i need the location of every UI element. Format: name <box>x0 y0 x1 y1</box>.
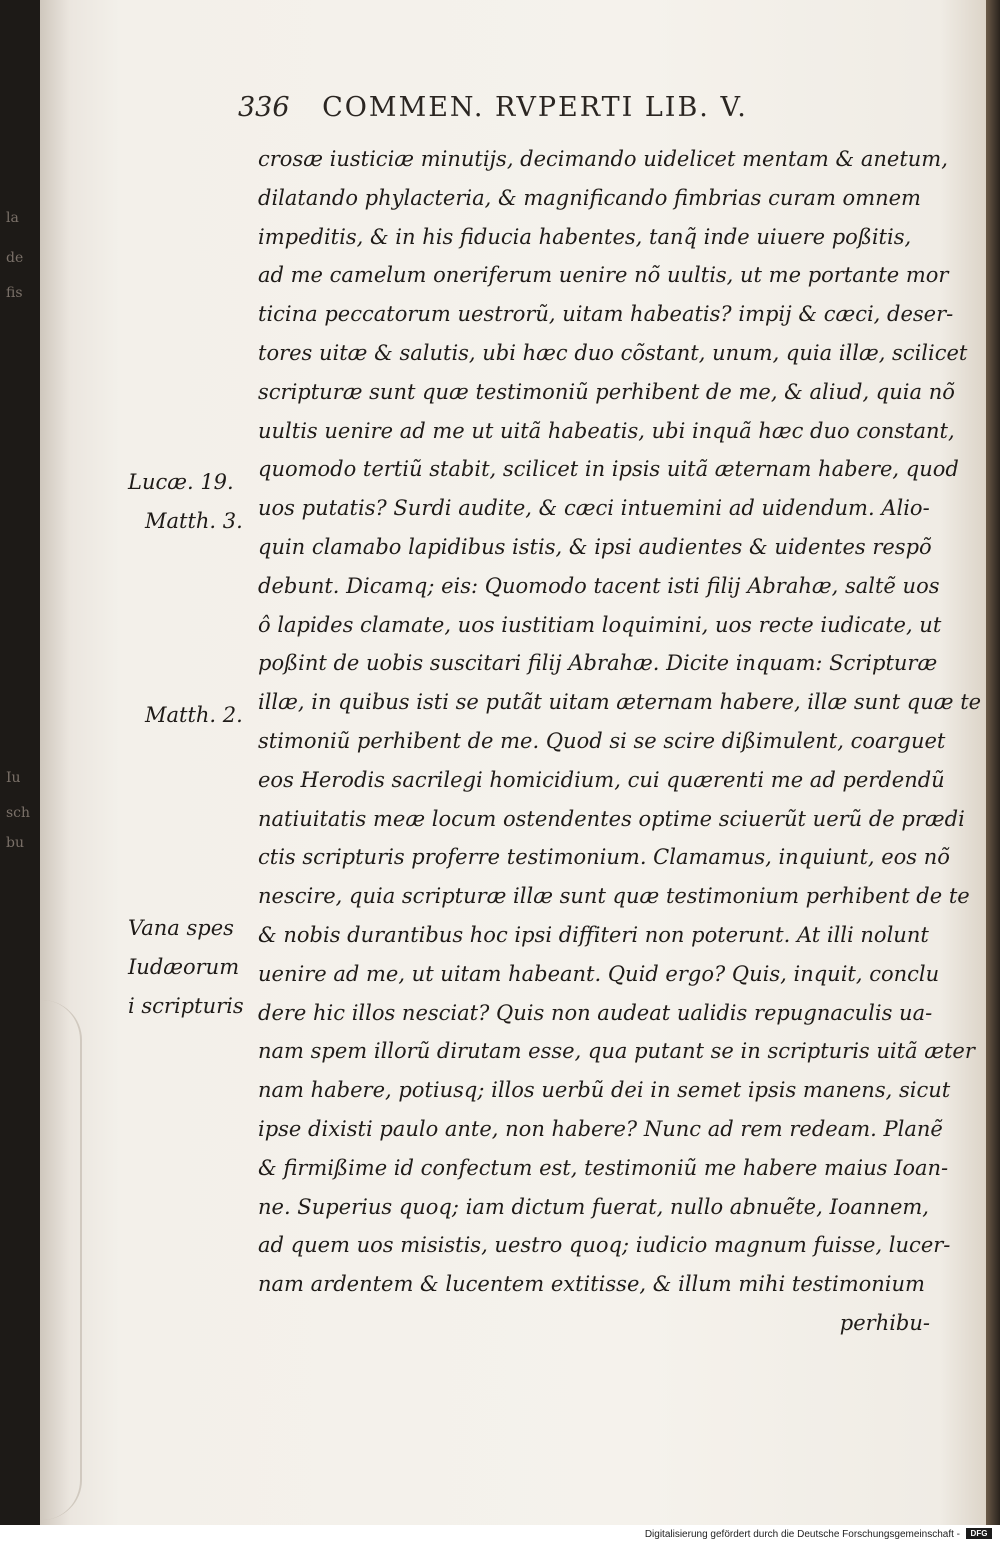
text-line: ô lapides clamate, uos iustitiam loquimini, uos recte iudicate, ut <box>258 612 942 637</box>
marginal-note-vana: Vana spes <box>128 916 234 940</box>
text-line: scripturæ sunt quæ testimoniũ perhibent de me, & aliud, quia nõ <box>258 379 955 404</box>
marginal-note-luke: Lucæ. 19. <box>128 470 234 494</box>
adjacent-page-fragment: bu <box>6 835 24 851</box>
text-line: dilatando phylacteria, & magnificando fimbrias curam omnem <box>258 185 921 210</box>
text-line: illæ, in quibus isti se putãt uitam æternam habere, illæ sunt quæ te <box>258 690 982 715</box>
adjacent-page-fragment: fis <box>6 285 23 301</box>
text-line: stimoniũ perhibent de me. Quod si se scire dißimulent, coarguet <box>258 728 946 753</box>
adjacent-page-fragment: Iu <box>6 770 21 786</box>
text-line: poßint de uobis suscitari filij Abrahæ. Dicite inquam: Scripturæ <box>258 651 938 676</box>
text-line: dere hic illos nesciat? Quis non audeat ualidis repugnaculis ua- <box>258 1000 933 1025</box>
page-curl <box>40 1000 82 1520</box>
text-line: ne. Superius quoq; iam dictum fuerat, nullo abnuẽte, Ioannem, <box>258 1194 929 1219</box>
text-line: uultis uenire ad me ut uitã habeatis, ubi inquã hæc duo constant, <box>258 418 955 443</box>
text-line: natiuitatis meæ locum ostendentes optime sciuerũt uerũ de prædi <box>258 806 965 831</box>
text-line: uos putatis? Surdi audite, & cæci intuemini ad uidendum. Alio- <box>258 496 930 521</box>
text-line: impeditis, & in his fiducia habentes, tanq̃ inde uiuere poßitis, <box>258 224 912 249</box>
footer-bar <box>0 1525 1000 1541</box>
text-line: ctis scripturis proferre testimonium. Clamamus, inquiunt, eos nõ <box>258 845 950 870</box>
marginal-note-iudaeorum: Iudæorum <box>128 955 240 979</box>
text-line: nam spem illorũ dirutam esse, qua putant se in scripturis uitã æter <box>258 1039 975 1064</box>
text-line: ad quem uos misistis, uestro quoq; iudicio magnum fuisse, lucer- <box>258 1233 951 1258</box>
page-number: 336 <box>238 92 290 123</box>
text-line: quomodo tertiũ stabit, scilicet in ipsis uitã æternam habere, quod <box>258 457 959 482</box>
text-line: & firmißime id confectum est, testimoniũ me habere maius Ioan- <box>258 1155 949 1180</box>
text-line: ad me camelum oneriferum uenire nõ uultis, ut me portante mor <box>258 263 949 288</box>
text-line: crosæ iusticiæ minutijs, decimando uidelicet mentam & anetum, <box>258 147 948 171</box>
text-line: nam habere, potiusq; illos uerbũ dei in semet ipsis manens, sicut <box>258 1078 951 1103</box>
text-line: ticina peccatorum uestrorũ, uitam habeatis? impij & cæci, deser- <box>258 302 954 327</box>
marginal-note-matthew-2: Matth. 2. <box>145 703 243 727</box>
text-line: eos Herodis sacrilegi homicidium, cui quærenti me ad perdendũ <box>258 767 945 792</box>
text-line: uenire ad me, ut uitam habeant. Quid ergo? Quis, inquit, conclu <box>258 961 940 986</box>
dfg-logo: DFG <box>966 1528 992 1539</box>
text-line: debunt. Dicamq; eis: Quomodo tacent isti filij Abrahæ, saltẽ uos <box>258 573 940 598</box>
text-line: nam ardentem & lucentem extitisse, & illum mihi testimonium <box>258 1272 925 1297</box>
text-line: quin clamabo lapidibus istis, & ipsi audientes & uidentes respõ <box>258 534 932 559</box>
adjacent-page-fragment: sch <box>6 805 31 821</box>
text-line: ipse dixisti paulo ante, non habere? Nunc ad rem redeam. Planẽ <box>258 1116 943 1141</box>
running-head <box>238 92 898 123</box>
marginal-note-matthew-3: Matth. 3. <box>145 509 243 533</box>
running-title: COMMEN. RVPERTI LIB. V. <box>322 92 748 123</box>
adjacent-page-fragment: la <box>6 210 19 226</box>
catchword: perhibu- <box>839 1310 930 1335</box>
book-spine-edge <box>986 0 1000 1525</box>
text-line: nescire, quia scripturæ illæ sunt quæ testimonium perhibent de te <box>258 884 970 909</box>
text-line: & nobis durantibus hoc ipsi diffiteri non poterunt. At illi nolunt <box>258 922 929 947</box>
body-text <box>258 140 982 1343</box>
marginal-note-scripturis: i scripturis <box>128 994 244 1018</box>
funding-credit: Digitalisierung gefördert durch die Deutsche Forschungsgemeinschaft - <box>644 1529 960 1540</box>
adjacent-page-fragment: de <box>6 250 24 266</box>
text-line: tores uitæ & salutis, ubi hæc duo cõstant, unum, quia illæ, scilicet <box>258 340 968 365</box>
